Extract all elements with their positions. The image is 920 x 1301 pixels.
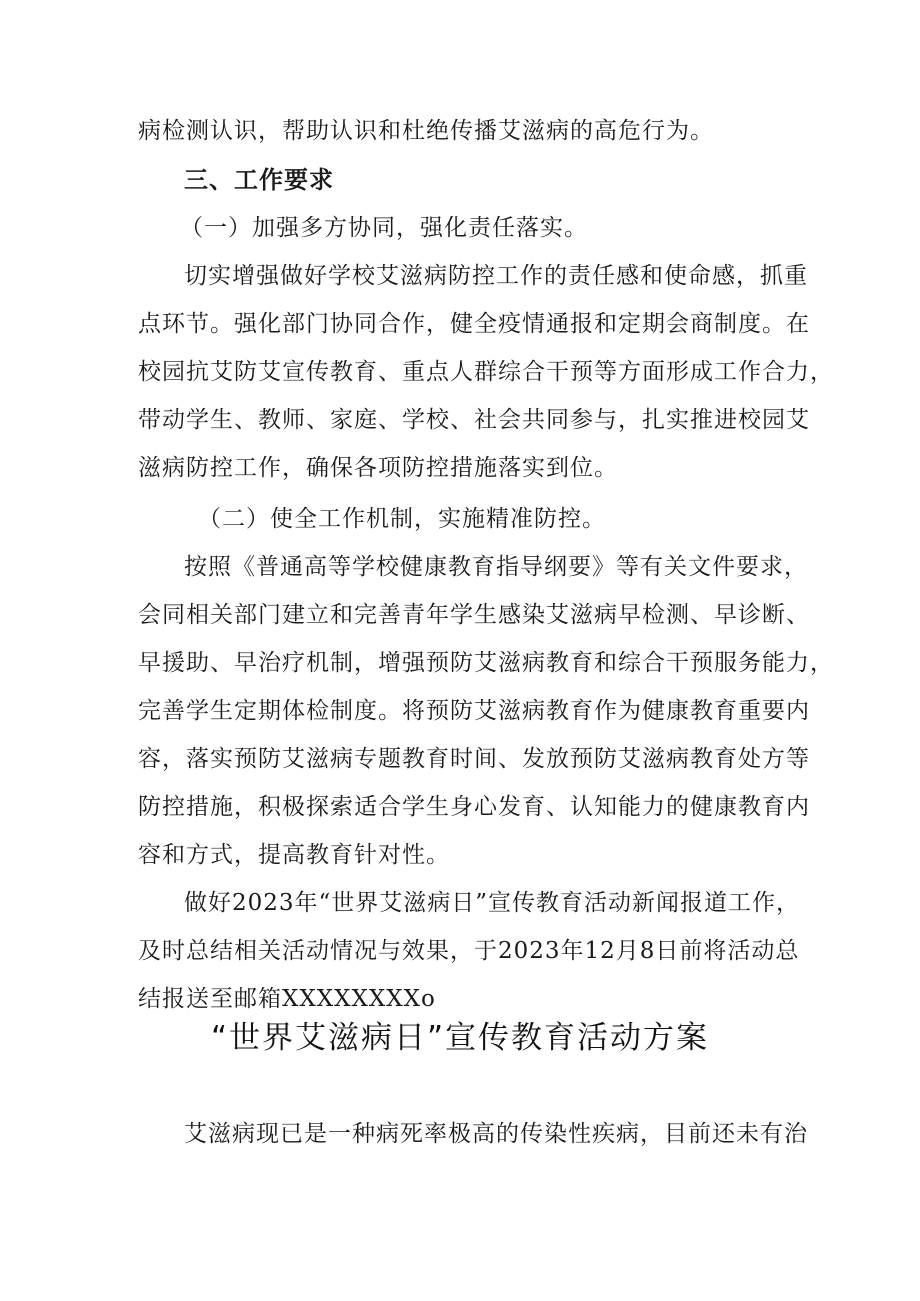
paragraph-line: 按照《普通高等学校健康教育指导纲要》等有关文件要求， <box>184 554 808 580</box>
paragraph-line: 完善学生定期体检制度。将预防艾滋病教育作为健康教育重要内 <box>138 698 810 724</box>
paragraph-line: 防控措施，积极探索适合学生身心发育、认知能力的健康教育内 <box>138 794 810 820</box>
paragraph-line: 病检测认识，帮助认识和杜绝传播艾滋病的高危行为。 <box>138 118 714 144</box>
paragraph-line: 做好2023年“世界艾滋病日”宣传教育活动新闻报道工作， <box>184 890 801 916</box>
paragraph-line: 切实增强做好学校艾滋病防控工作的责任感和使命感，抓重 <box>184 263 808 289</box>
paragraph-line: 点环节。强化部门协同合作，健全疫情通报和定期会商制度。在 <box>138 311 810 337</box>
paragraph-line: 校园抗艾防艾宣传教育、重点人群综合干预等方面形成工作合力， <box>138 359 834 385</box>
paragraph-line: 滋病防控工作，确保各项防控措施落实到位。 <box>138 455 618 481</box>
document-title: “世界艾滋病日”宣传教育活动方案 <box>210 1020 710 1056</box>
paragraph-line: 及时总结相关活动情况与效果，于2023年12月8日前将活动总 <box>138 938 800 964</box>
paragraph-line: 带动学生、教师、家庭、学校、社会共同参与，扎实推进校园艾 <box>138 407 810 433</box>
paragraph-line: 结报送至邮箱XXXXXXXXo <box>138 986 436 1012</box>
paragraph-line: 会同相关部门建立和完善青年学生感染艾滋病早检测、早诊断、 <box>138 602 810 628</box>
paragraph-line: 早援助、早治疗机制，增强预防艾滋病教育和综合干预服务能力， <box>138 650 834 676</box>
paragraph-line: 容和方式，提高教育针对性。 <box>138 842 450 868</box>
paragraph-line: 艾滋病现已是一种病死率极高的传染性疾病，目前还未有治 <box>184 1121 808 1147</box>
subsection-heading: （一）加强多方协同，强化责任落实。 <box>180 215 588 241</box>
paragraph-line: 容，落实预防艾滋病专题教育时间、发放预防艾滋病教育处方等 <box>138 746 810 772</box>
subsection-heading: （二）使全工作机制，实施精准防控。 <box>198 506 606 532</box>
section-heading: 三、工作要求 <box>184 166 334 194</box>
